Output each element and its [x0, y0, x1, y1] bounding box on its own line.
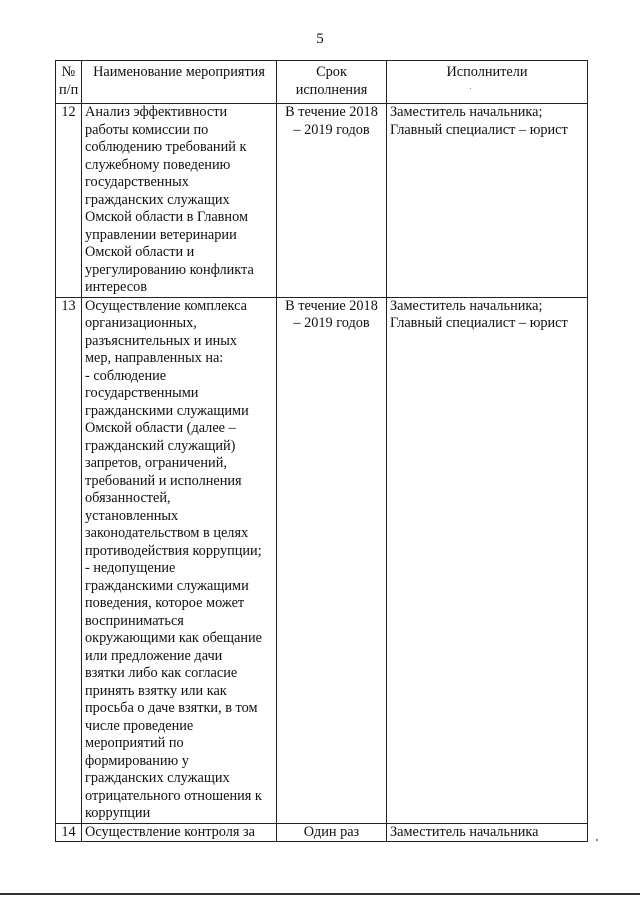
row-number: 13 — [56, 297, 82, 823]
activity-name-line: числе проведение — [85, 717, 194, 734]
activity-name-line: гражданский служащий) — [85, 437, 236, 454]
activity-name-line: Осуществление контроля за — [85, 823, 256, 840]
activity-name-line: гражданскими служащими — [85, 577, 249, 594]
activity-name-line: гражданских служащих — [85, 770, 230, 786]
activity-name-line: мер, направленных на: — [85, 350, 224, 366]
activity-term-line: – 2019 годов — [293, 315, 370, 331]
activity-name-line: гражданскими служащими — [85, 402, 249, 419]
activity-name-line: коррупции — [85, 805, 151, 821]
scan-speck — [596, 839, 598, 841]
activity-term-line: В течение 2018 — [285, 297, 378, 314]
activity-name-line: взятки либо как согласие — [85, 665, 238, 681]
activity-name-line: государственных — [85, 174, 189, 190]
header-number-line: п/п — [59, 81, 79, 98]
activity-term — [277, 297, 387, 823]
activity-name — [82, 823, 277, 842]
scan-edge-line — [0, 893, 640, 895]
activity-name-line: - соблюдение — [85, 367, 167, 384]
activity-name-line: Осуществление комплекса — [85, 297, 247, 314]
activity-name-line: интересов — [85, 279, 147, 295]
header-term-line: исполнения — [295, 81, 368, 98]
table-row — [56, 104, 588, 298]
activity-name-line: мероприятий по — [85, 735, 184, 751]
activity-name-line: - недопущение — [85, 560, 176, 576]
activity-name-line: запретов, ограничений, — [85, 455, 227, 471]
activity-name-line: отрицательного отношения к — [85, 787, 262, 804]
activity-executors — [387, 297, 588, 823]
activity-executor-line: Заместитель начальника — [390, 823, 539, 840]
header-name — [82, 61, 277, 104]
activity-name-line: управлении ветеринарии — [85, 226, 237, 243]
activity-executors — [387, 823, 588, 842]
activity-name-line: Анализ эффективности — [85, 104, 228, 120]
header-executors-label: Исполнители — [446, 64, 528, 80]
activity-name-line: установленных — [85, 507, 179, 524]
activity-name-line: организационных, — [85, 315, 197, 331]
activity-name-line: поведения, которое может — [85, 595, 245, 611]
activity-executor-line: Главный специалист – юрист — [390, 121, 568, 138]
activity-term — [277, 823, 387, 842]
activity-name-line: Омской области и — [85, 244, 195, 260]
activity-executors — [387, 104, 588, 298]
activity-name-line: или предложение дачи — [85, 647, 223, 664]
activity-executor-line: Главный специалист – юрист — [390, 315, 568, 331]
header-term-line: Срок — [316, 64, 347, 80]
activity-name-line: работы комиссии по — [85, 121, 209, 138]
table-header-row — [56, 61, 588, 104]
scan-speck — [470, 88, 471, 89]
header-number-line: № — [61, 64, 76, 80]
page-number: 5 — [316, 31, 324, 47]
activity-name-line: разъяснительных и иных — [85, 332, 238, 349]
activity-term — [277, 104, 387, 298]
activity-name-line: противодействия коррупции; — [85, 542, 262, 559]
activities-table — [55, 60, 588, 842]
activity-name-line: восприниматься — [85, 612, 184, 629]
header-number — [56, 61, 82, 104]
row-number: 14 — [56, 823, 82, 842]
activity-name-line: государственными — [85, 385, 199, 401]
activity-name-line: соблюдению требований к — [85, 139, 247, 155]
activity-term-line: – 2019 годов — [293, 121, 370, 138]
activity-name-line: Омской области (далее – — [85, 420, 236, 436]
activity-name-line: окружающими как обещание — [85, 630, 263, 646]
table-row — [56, 823, 588, 842]
header-name-label: Наименование мероприятия — [93, 64, 265, 80]
activity-name-line: Омской области в Главном — [85, 209, 248, 225]
activity-name-line: законодательством в целях — [85, 525, 249, 541]
activity-name — [82, 297, 277, 823]
row-number: 12 — [56, 104, 82, 298]
header-executors — [387, 61, 588, 104]
activity-name-line: требований и исполнения — [85, 472, 242, 489]
activity-name-line: просьба о даче взятки, в том — [85, 700, 258, 716]
activity-name-line: обязанностей, — [85, 490, 171, 506]
activity-term-line: Один раз — [303, 823, 360, 840]
activity-name-line: урегулированию конфликта — [85, 261, 254, 278]
activity-name-line: гражданских служащих — [85, 191, 230, 208]
activity-name-line: принять взятку или как — [85, 682, 227, 699]
header-term — [277, 61, 387, 104]
activity-name — [82, 104, 277, 298]
activity-name-line: формированию у — [85, 752, 189, 769]
activity-name-line: служебному поведению — [85, 156, 231, 173]
table-row — [56, 297, 588, 823]
activity-term-line: В течение 2018 — [285, 104, 378, 120]
activity-executor-line: Заместитель начальника; — [390, 104, 543, 120]
activity-executor-line: Заместитель начальника; — [390, 297, 543, 314]
